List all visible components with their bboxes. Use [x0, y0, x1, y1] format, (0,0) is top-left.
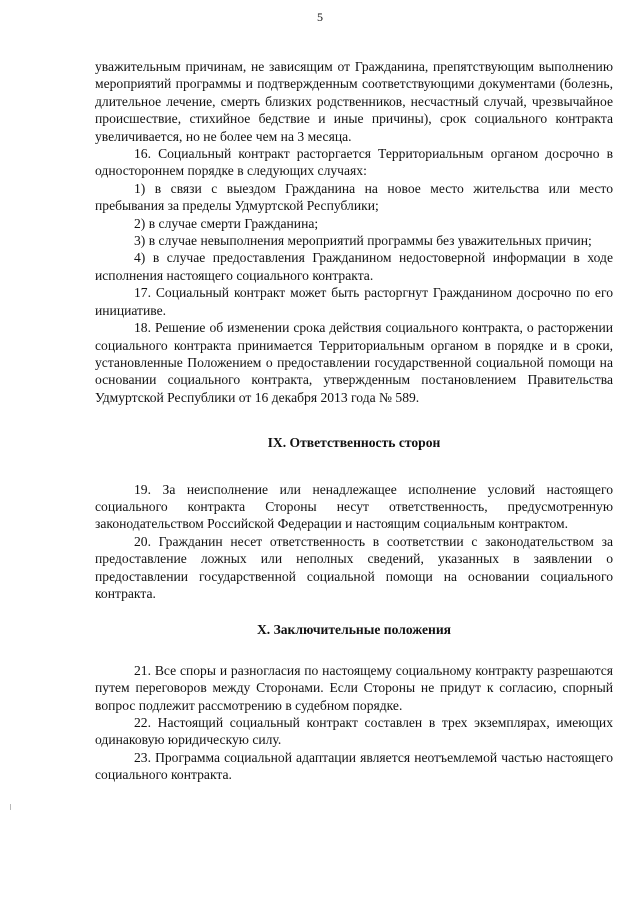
paragraph-17: 17. Социальный контракт может быть расторгнут Гражданином досрочно по его инициативе.: [95, 285, 613, 318]
paragraph-20: 20. Гражданин несет ответственность в соответствии с законодательством за предоставление ложных или неполных сведений, указанных в заявлении о предоставлении государственной социальной помощи на основании социального контракта.: [95, 533, 613, 601]
page-number: 5: [317, 10, 323, 24]
paragraph-21: 21. Все споры и разногласия по настоящему социальному контракту разрешаются путем переговоров между Сторонами. Если Стороны не придут к согласию, спорный вопрос подлежит рассмотрению в судебном порядке.: [95, 662, 613, 713]
scan-margin-mark: [10, 804, 11, 810]
section-9-heading: IX. Ответственность сторон: [267, 435, 441, 451]
list-item-16-3: 3) в случае невыполнения мероприятий программы без уважительных причин;: [134, 233, 592, 249]
paragraph-23: 23. Программа социальной адаптации является неотъемлемой частью настоящего социального контракта.: [95, 749, 613, 783]
list-item-16-4: 4) в случае предоставления Гражданином недостоверной информации в ходе исполнения настоящего социального контракта.: [95, 250, 613, 283]
paragraph-15-continuation: уважительным причинам, не зависящим от Гражданина, препятствующим выполнению мероприятий программы и подтвержденным соответствующими документами (болезнь, длительное лечение, смерть близких родственников, несчастный случай, чрезвычайное происшествие, стихийное бедствие и иные причины), срок социального контракта увеличивается, но не более чем на 3 месяца.: [95, 59, 613, 144]
paragraph-19: 19. За неисполнение или ненадлежащее исполнение условий настоящего социального контракта Стороны несут ответственность, предусмотренную законодательством Российской Федерации и настоящим социальным контрактом.: [95, 481, 613, 532]
section-10-heading: X. Заключительные положения: [256, 622, 452, 638]
list-item-16-1: 1) в связи с выездом Гражданина на новое место жительства или место пребывания за пределы Удмуртской Республики;: [95, 180, 613, 214]
paragraph-18: 18. Решение об изменении срока действия социального контракта, о расторжении социального контракта принимается Территориальным органом в порядке и в сроки, установленные Положением о предоставлении государственной социальной помощи на основании социального контракта, утвержденным постановлением Правительства Удмуртской Республики от 16 декабря 2013 года № 589.: [95, 320, 613, 405]
document-body: [95, 58, 613, 784]
list-item-16-2: 2) в случае смерти Гражданина;: [134, 215, 319, 231]
paragraph-22: 22. Настоящий социальный контракт составлен в трех экземплярах, имеющих одинаковую юридическую силу.: [95, 715, 613, 748]
paragraph-16: 16. Социальный контракт расторгается Территориальным органом досрочно в одностороннем порядке в следующих случаях:: [95, 146, 613, 179]
